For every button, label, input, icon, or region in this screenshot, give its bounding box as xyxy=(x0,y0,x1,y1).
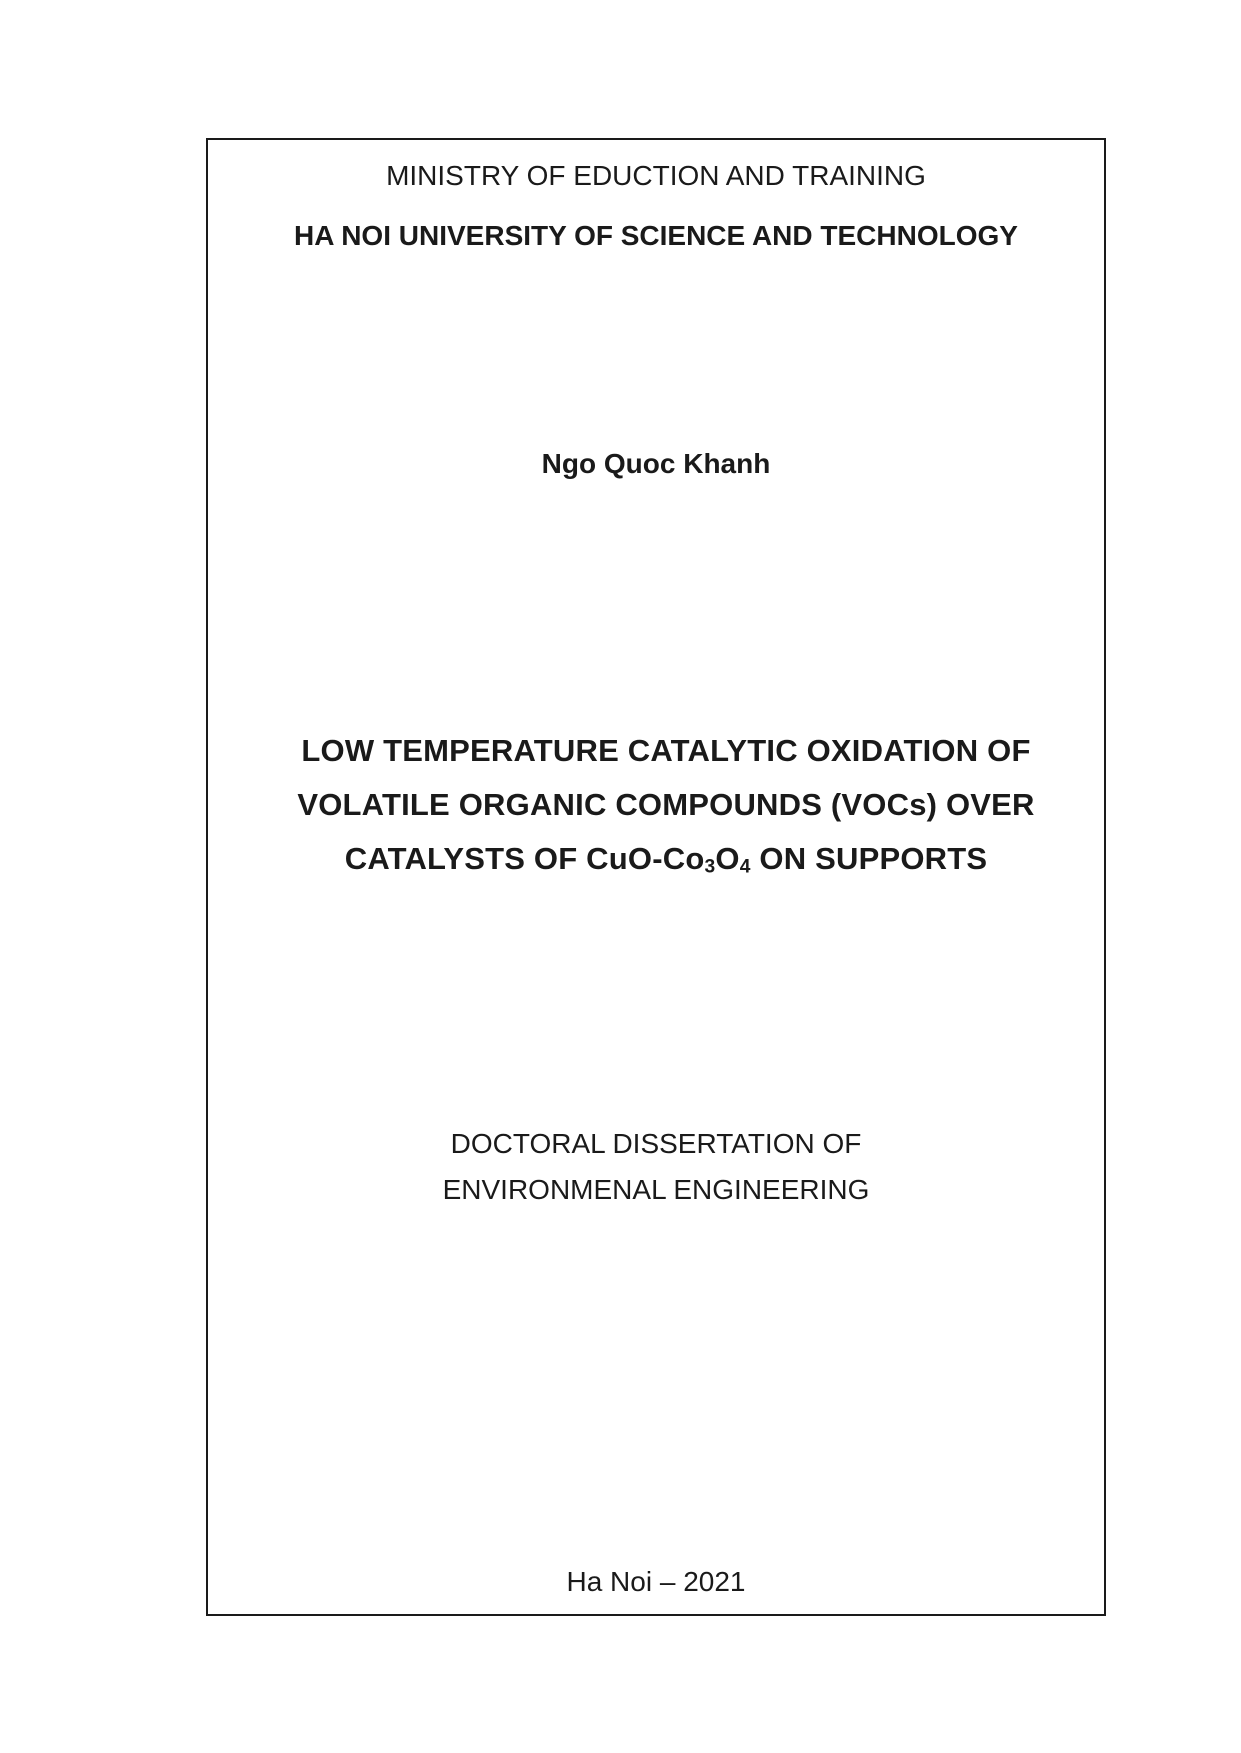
subscript-3: 3 xyxy=(704,856,716,878)
title-line-2: VOLATILE ORGANIC COMPOUNDS (VOCs) OVER xyxy=(297,787,1035,822)
title-line-3-mid: O xyxy=(715,841,740,876)
title-line-3 xyxy=(226,841,1106,878)
degree-line-1: DOCTORAL DISSERTATION OF xyxy=(450,1128,862,1159)
author-name: Ngo Quoc Khanh xyxy=(541,448,771,479)
degree-line-2: ENVIRONMENAL ENGINEERING xyxy=(442,1174,870,1205)
title-line-3-suffix: ON SUPPORTS xyxy=(750,841,988,876)
title-line-1: LOW TEMPERATURE CATALYTIC OXIDATION OF xyxy=(301,733,1031,768)
ministry-name: MINISTRY OF EDUCTION AND TRAINING xyxy=(386,160,926,191)
subscript-4: 4 xyxy=(739,856,751,878)
title-line-3-prefix: CATALYSTS OF CuO-Co xyxy=(344,841,705,876)
place-and-year: Ha Noi – 2021 xyxy=(566,1566,746,1597)
university-name: HA NOI UNIVERSITY OF SCIENCE AND TECHNOLOGY xyxy=(294,220,1018,251)
